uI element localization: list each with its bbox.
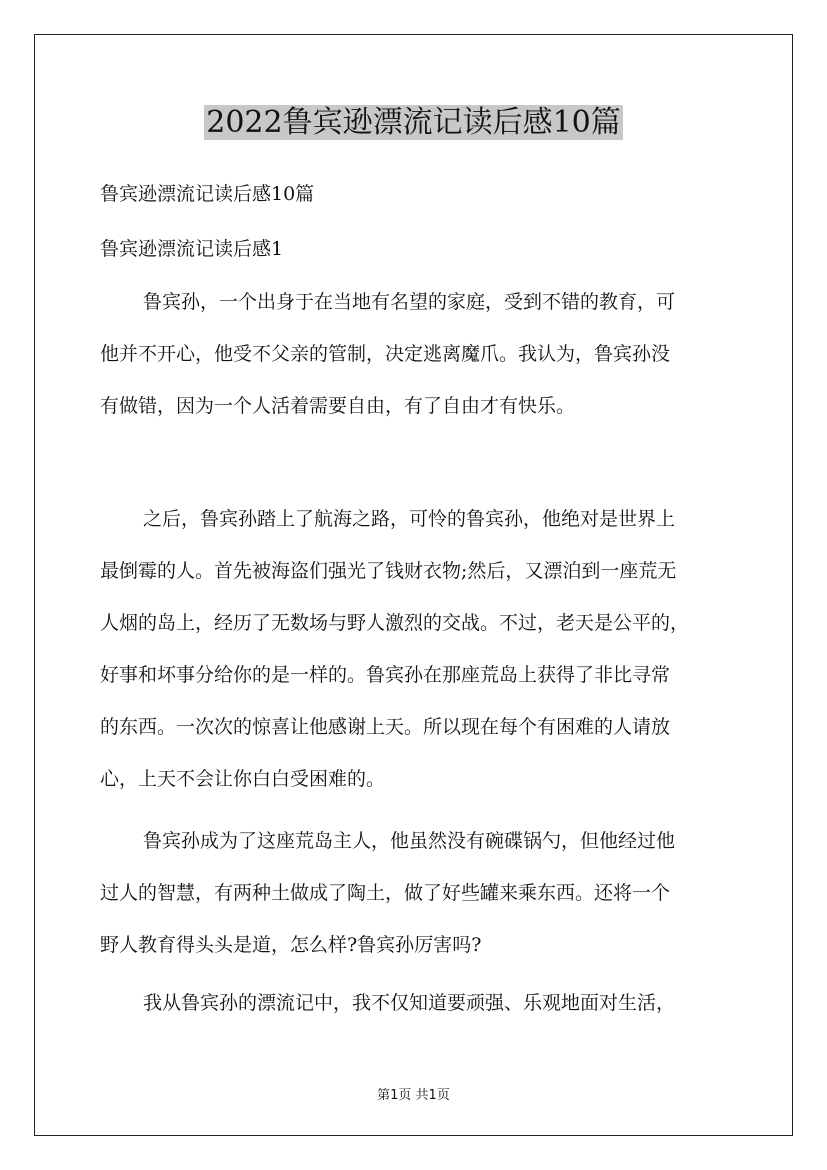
document-title: [0, 104, 827, 142]
page-footer: 第1页 共1页: [377, 1088, 450, 1103]
paragraph-3: [100, 815, 730, 971]
paragraph-line: 之后，鲁宾孙踏上了航海之路，可怜的鲁宾孙，他绝对是世界上: [143, 508, 676, 530]
paragraph-line: 他并不开心，他受不父亲的管制，决定逃离魔爪。我认为，鲁宾孙没: [100, 343, 671, 365]
paragraph-line: 最倒霉的人。首先被海盗们强光了钱财衣物;然后，又漂泊到一座荒无: [100, 560, 677, 582]
paragraph-line: 人烟的岛上，经历了无数场与野人激烈的交战。不过，老天是公平的，: [100, 612, 690, 634]
paragraph-line: 鲁宾孙成为了这座荒岛主人，他虽然没有碗碟锅勺，但他经过他: [143, 830, 676, 852]
paragraph-line: 心，上天不会让你白白受困难的。: [100, 768, 386, 790]
paragraph-line: 我从鲁宾孙的漂流记中，我不仅知道要顽强、乐观地面对生活，: [143, 992, 676, 1014]
paragraph-line: 鲁宾孙，一个出身于在当地有名望的家庭，受到不错的教育，可: [143, 291, 676, 313]
paragraph-line: 好事和坏事分给你的是一样的。鲁宾孙在那座荒岛上获得了非比寻常: [100, 664, 671, 686]
section-heading: 鲁宾逊漂流记读后感1: [100, 238, 284, 260]
paragraph-line: 的东西。一次次的惊喜让他感谢上天。所以现在每个有困难的人请放: [100, 716, 671, 738]
document-subtitle: 鲁宾逊漂流记读后感10篇: [100, 183, 315, 205]
paragraph-4: [100, 977, 730, 1029]
paragraph-1: [100, 276, 730, 432]
paragraph-line: 野人教育得头头是道，怎么样?鲁宾孙厉害吗?: [100, 934, 482, 956]
document-title-text: 2022鲁宾逊漂流记读后感10篇: [206, 105, 621, 140]
paragraph-2: [100, 493, 730, 805]
paragraph-line: 有做错，因为一个人活着需要自由，有了自由才有快乐。: [100, 395, 576, 417]
paragraph-line: 过人的智慧，有两种土做成了陶土，做了好些罐来乘东西。还将一个: [100, 882, 671, 904]
